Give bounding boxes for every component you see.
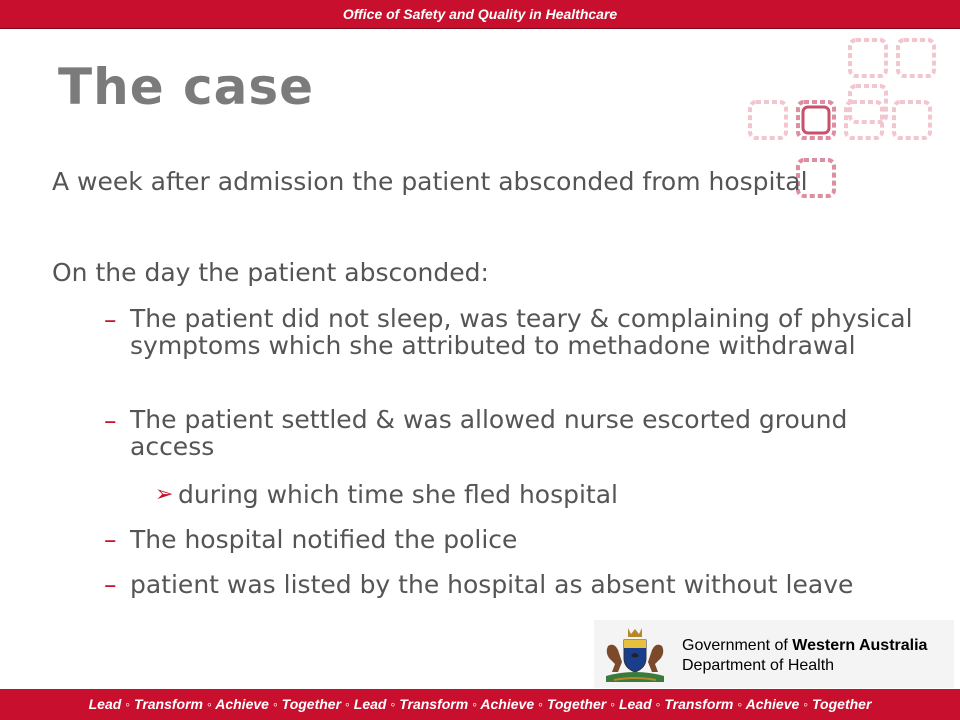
bullet-item: The patient settled & was allowed nurse escorted ground access <box>130 405 848 461</box>
footer-banner: Lead ◦ Transform ◦ Achieve ◦ Together ◦ Lead ◦ Transform ◦ Achieve ◦ Together ◦ Lead ◦ Transform ◦ Achieve ◦ Together <box>0 689 960 720</box>
department-name: Department of Health <box>682 657 835 674</box>
bullet-dash-icon: – <box>104 406 117 435</box>
government-name: Government of Western Australia <box>682 637 928 654</box>
coat-of-arms-icon <box>600 624 670 686</box>
bullet-item: patient was listed by the hospital as absent without leave <box>130 570 854 599</box>
header-banner: Office of Safety and Quality in Healthcare <box>0 0 960 29</box>
lead-text: On the day the patient absconded: <box>52 258 489 287</box>
bullet-dash-icon: – <box>104 305 117 334</box>
bullet-item: The patient did not sleep, was teary & complaining of physical symptoms which she attributed to methadone withdrawal <box>130 304 913 360</box>
sub-bullet-item: during which time she fled hospital <box>178 480 618 509</box>
slide-title: The case <box>58 58 315 116</box>
bullet-dash-icon: – <box>104 570 117 599</box>
arrow-bullet-icon: ➢ <box>155 482 174 507</box>
bullet-dash-icon: – <box>104 525 117 554</box>
intro-text: A week after admission the patient absconded from hospital <box>52 167 808 196</box>
bullet-item: The hospital notified the police <box>130 525 518 554</box>
